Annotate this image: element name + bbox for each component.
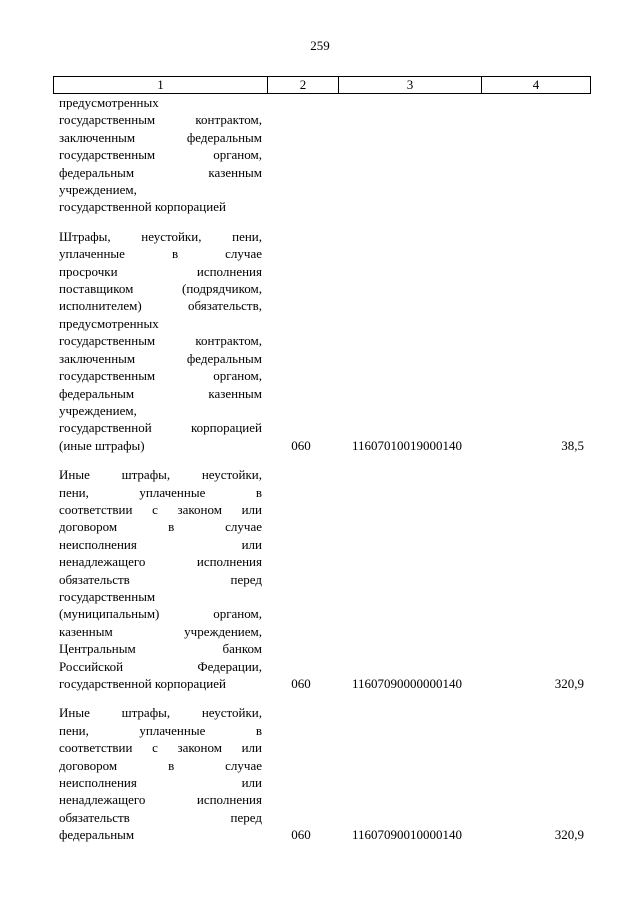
- column-header-row: [54, 77, 591, 94]
- column-header-2: 2: [268, 77, 339, 94]
- description-line: просрочки исполнения: [59, 263, 262, 279]
- budget-table-body: [53, 94, 586, 844]
- description-line: государственным: [59, 588, 156, 604]
- row-amount: 320,9: [554, 676, 584, 691]
- description-line: Иные штрафы, неустойки,: [59, 705, 262, 721]
- row-kbk: 11607010019000140: [351, 437, 463, 453]
- row-spacer-cell: [53, 454, 586, 466]
- description-line: учреждением,: [59, 402, 137, 418]
- table-row: [53, 228, 586, 454]
- description-line: уплаченные в случае: [59, 246, 262, 262]
- description-line: Штрафы, неустойки, пени,: [59, 228, 262, 244]
- description-line: договором в случае: [59, 519, 262, 535]
- description-line: заключенным федеральным: [59, 350, 262, 366]
- row-description: [53, 466, 266, 692]
- description-line: пени, уплаченные в: [59, 484, 262, 500]
- table-row: [53, 466, 586, 692]
- table-row: [53, 704, 586, 843]
- description-line: исполнителем) обязательств,: [59, 298, 262, 314]
- description-line: государственным контрактом,: [59, 333, 262, 349]
- description-line: пени, уплаченные в: [59, 722, 262, 738]
- description-line: соответствии с законом или: [59, 740, 262, 756]
- description-line: неисполнения или: [59, 775, 262, 791]
- description-line: федеральным казенным: [59, 385, 262, 401]
- row-spacer-cell: [53, 216, 586, 228]
- description-line: государственным органом,: [59, 368, 262, 384]
- description-line: государственным органом,: [59, 147, 262, 163]
- row-code: [266, 94, 336, 216]
- table-row: [53, 94, 586, 216]
- row-spacer-cell: [53, 692, 586, 704]
- budget-table: [53, 94, 586, 844]
- row-amount: [478, 94, 586, 216]
- description-line: ненадлежащего исполнения: [59, 554, 262, 570]
- description-line: предусмотренных: [59, 95, 159, 110]
- column-header-1: 1: [54, 77, 268, 94]
- description-line: государственной корпорацией: [59, 199, 226, 215]
- description-line: казенным учреждением,: [59, 623, 262, 639]
- description-line: учреждением,: [59, 182, 137, 198]
- description-line: ненадлежащего исполнения: [59, 792, 262, 808]
- row-code: 060: [291, 676, 311, 691]
- row-code: 060: [291, 437, 311, 453]
- row-kbk: 11607090010000140: [351, 827, 463, 843]
- row-spacer: [53, 692, 586, 704]
- description-line: (муниципальным) органом,: [59, 606, 262, 622]
- row-description: [53, 704, 266, 843]
- row-description: [53, 228, 266, 454]
- column-header-table: [53, 76, 591, 94]
- column-header-4: 4: [482, 77, 591, 94]
- description-line: неисполнения или: [59, 536, 262, 552]
- row-spacer: [53, 454, 586, 466]
- description-line: государственной корпорацией: [59, 676, 226, 691]
- row-amount: 320,9: [554, 827, 584, 843]
- column-header-3: 3: [339, 77, 482, 94]
- row-spacer: [53, 216, 586, 228]
- description-line: (иные штрафы): [59, 437, 145, 453]
- description-line: Иные штрафы, неустойки,: [59, 467, 262, 483]
- row-kbk: 11607090000000140: [351, 676, 463, 691]
- description-line: договором в случае: [59, 757, 262, 773]
- description-line: государственным контрактом,: [59, 112, 262, 128]
- description-line: федеральным казенным: [59, 164, 262, 180]
- description-line: обязательств перед: [59, 809, 262, 825]
- row-description: [53, 94, 266, 216]
- row-kbk: [336, 94, 478, 216]
- description-line: соответствии с законом или: [59, 501, 262, 517]
- description-line: Российской Федерации,: [59, 658, 262, 674]
- description-line: обязательств перед: [59, 571, 262, 587]
- page-number: 259: [310, 38, 330, 53]
- row-amount: 38,5: [561, 437, 584, 453]
- description-line: предусмотренных: [59, 315, 159, 331]
- description-line: заключенным федеральным: [59, 129, 262, 145]
- description-line: федеральным: [59, 827, 135, 843]
- description-line: поставщиком (подрядчиком,: [59, 281, 262, 297]
- row-code: 060: [291, 827, 311, 843]
- description-line: государственной корпорацией: [59, 420, 262, 436]
- description-line: Центральным банком: [59, 641, 262, 657]
